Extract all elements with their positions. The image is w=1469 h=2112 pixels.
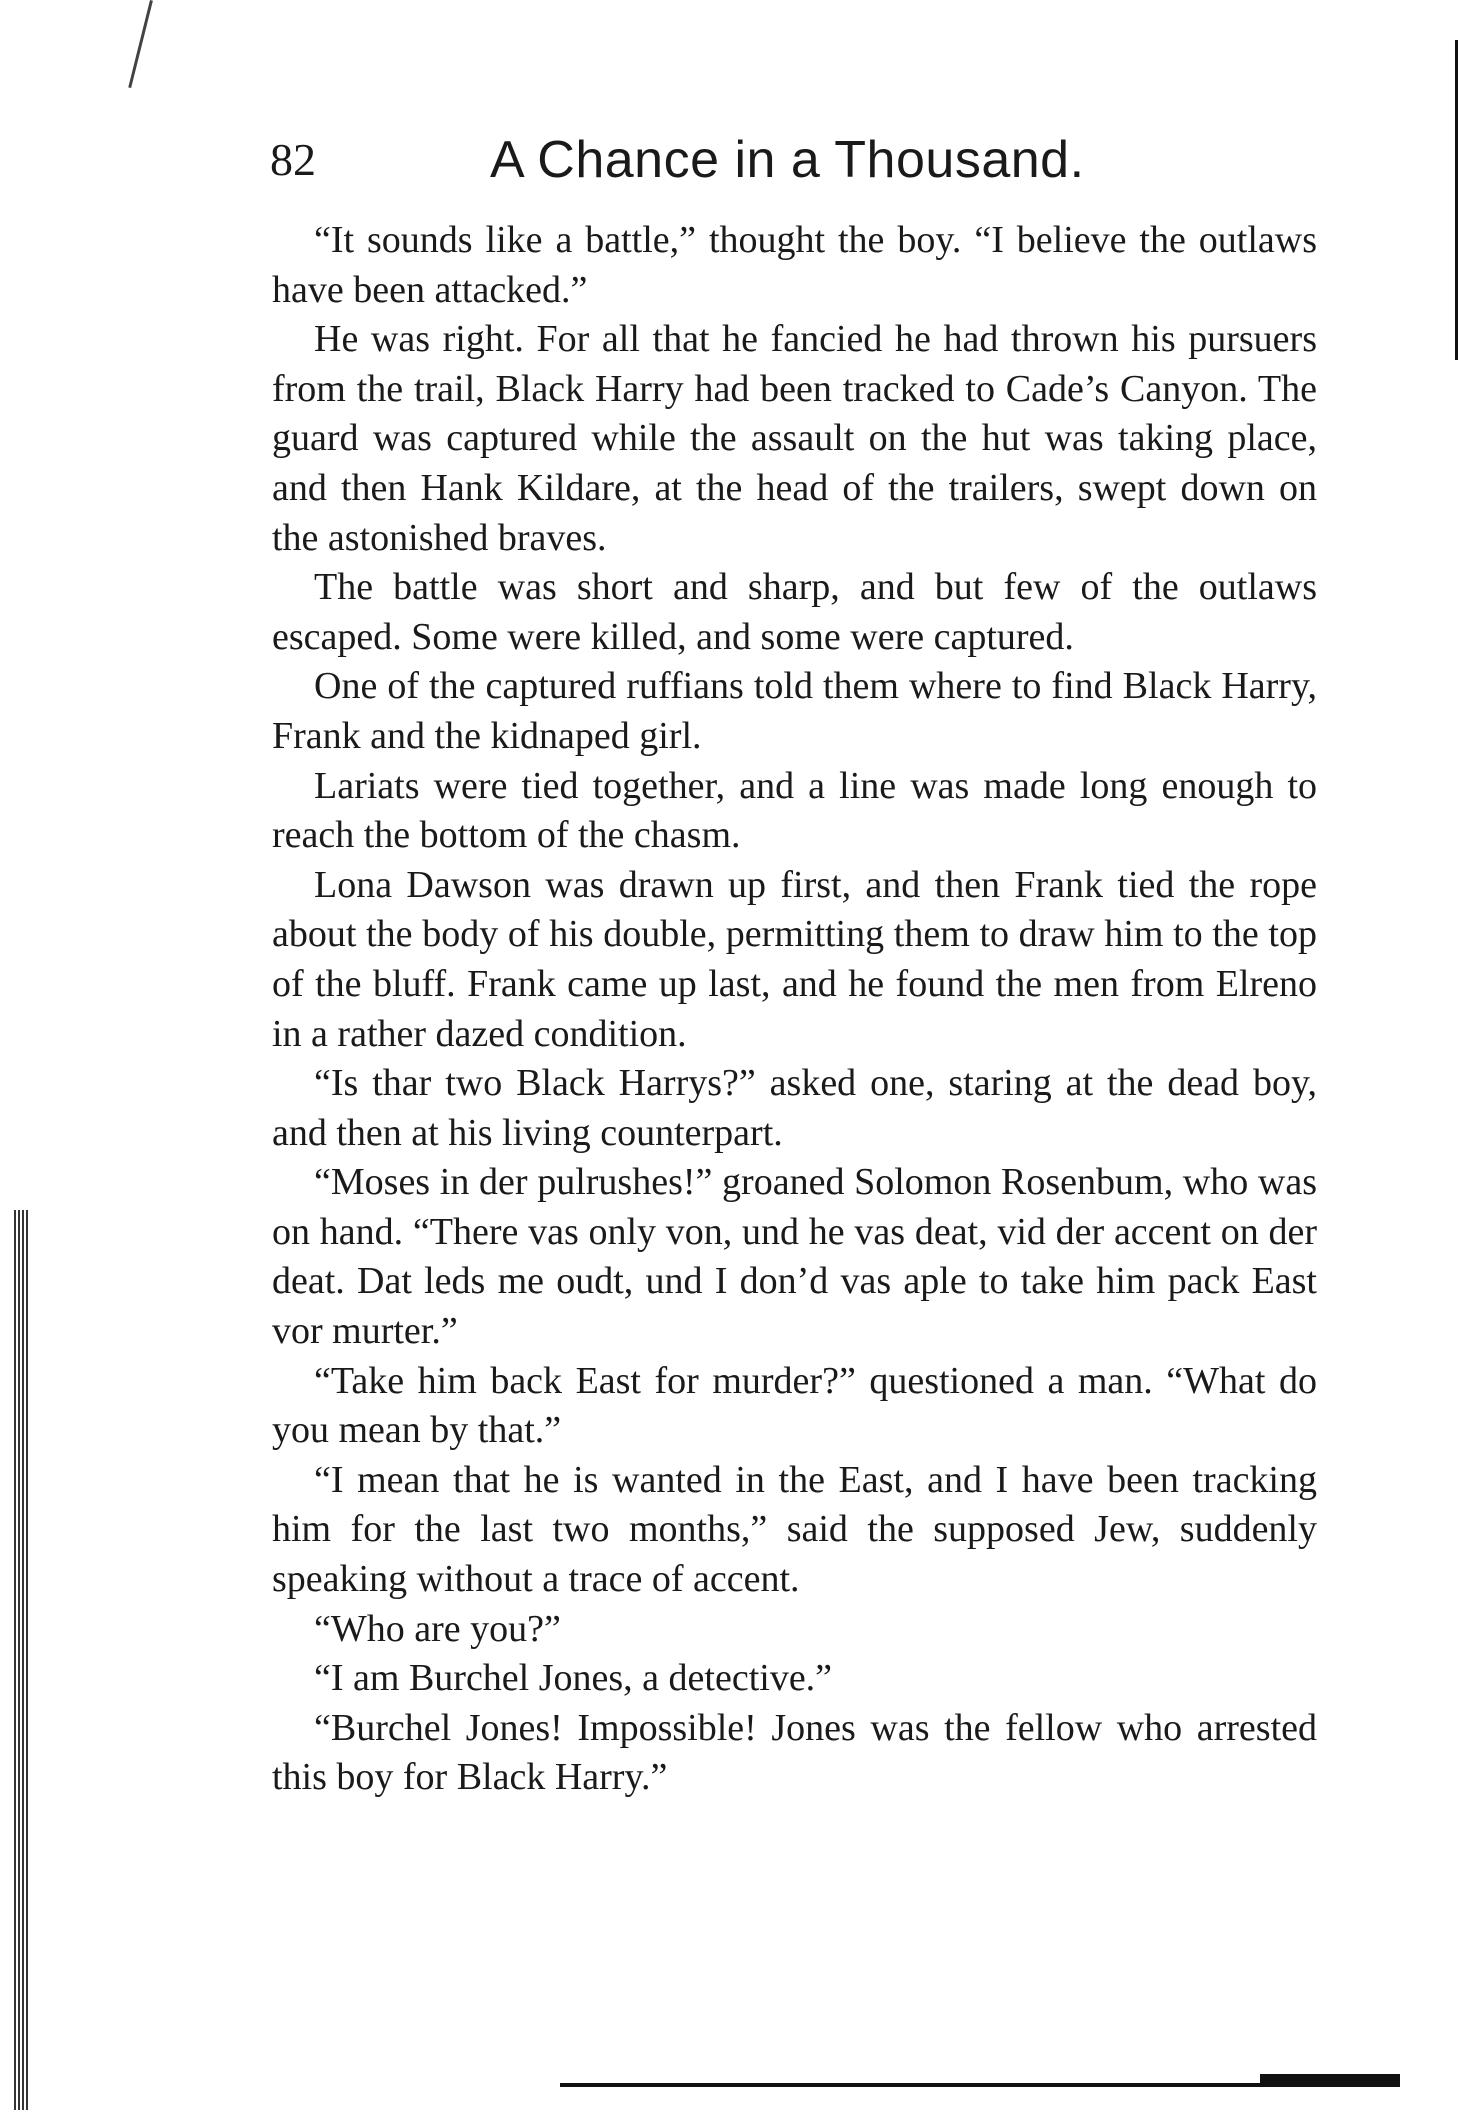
running-title: A Chance in a Thousand.: [490, 131, 1085, 189]
footer-rule-end: [1260, 2074, 1400, 2086]
paragraph: “Take him back East for murder?” questioned a man. “What do you mean by that.”: [272, 1359, 1317, 1452]
paragraph: Lona Dawson was drawn up first, and then Frank tied the rope about the body of his double, permitting them to draw him to the top of the bluff. Frank came up last, and he found the men from Elreno in a rather dazed condition.: [272, 863, 1317, 1055]
paragraph: Lariats were tied together, and a line was made long enough to reach the bottom of the chasm.: [272, 764, 1317, 857]
scan-edge-left: [14, 1210, 28, 2110]
page-header: [270, 125, 1360, 195]
paragraph: One of the captured ruffians told them where to find Black Harry, Frank and the kidnaped girl.: [272, 665, 1317, 757]
scan-mark: [128, 0, 153, 88]
paragraph: “I am Burchel Jones, a detective.”: [314, 1657, 833, 1700]
paragraph: “Burchel Jones! Impossible! Jones was the fellow who arrested this boy for Black Harry.”: [272, 1706, 1317, 1799]
paragraph: “I mean that he is wanted in the East, and I have been tracking him for the last two months,” said the supposed Jew, suddenly speaking without a trace of accent.: [272, 1458, 1317, 1601]
paragraph: He was right. For all that he fancied he had thrown his pursuers from the trail, Black Harry had been tracked to Cade’s Canyon. The guard was captured while the assault on the hut was taking place, and then Hank Kildare, at the head of the trailers, swept down on the astonished braves.: [272, 318, 1317, 559]
paragraph: “Who are you?”: [314, 1607, 561, 1650]
paragraph: The battle was short and sharp, and but few of the outlaws escaped. Some were killed, and some were captured.: [272, 566, 1317, 658]
paragraph: “It sounds like a battle,” thought the boy. “I believe the outlaws have been attacked.”: [272, 219, 1317, 311]
page-number: 82: [270, 134, 316, 185]
body-text: [272, 216, 1317, 1803]
scan-edge-right: [1455, 40, 1458, 360]
paragraph: “Moses in der pulrushes!” groaned Solomon Rosenbum, who was on hand. “There vas only von, und he vas deat, vid der accent on der deat. Dat leds me oudt, und I don’d vas aple to take him pack East vor murter.”: [272, 1161, 1317, 1353]
paragraph: “Is thar two Black Harrys?” asked one, staring at the dead boy, and then at his living counterpart.: [272, 1062, 1317, 1154]
